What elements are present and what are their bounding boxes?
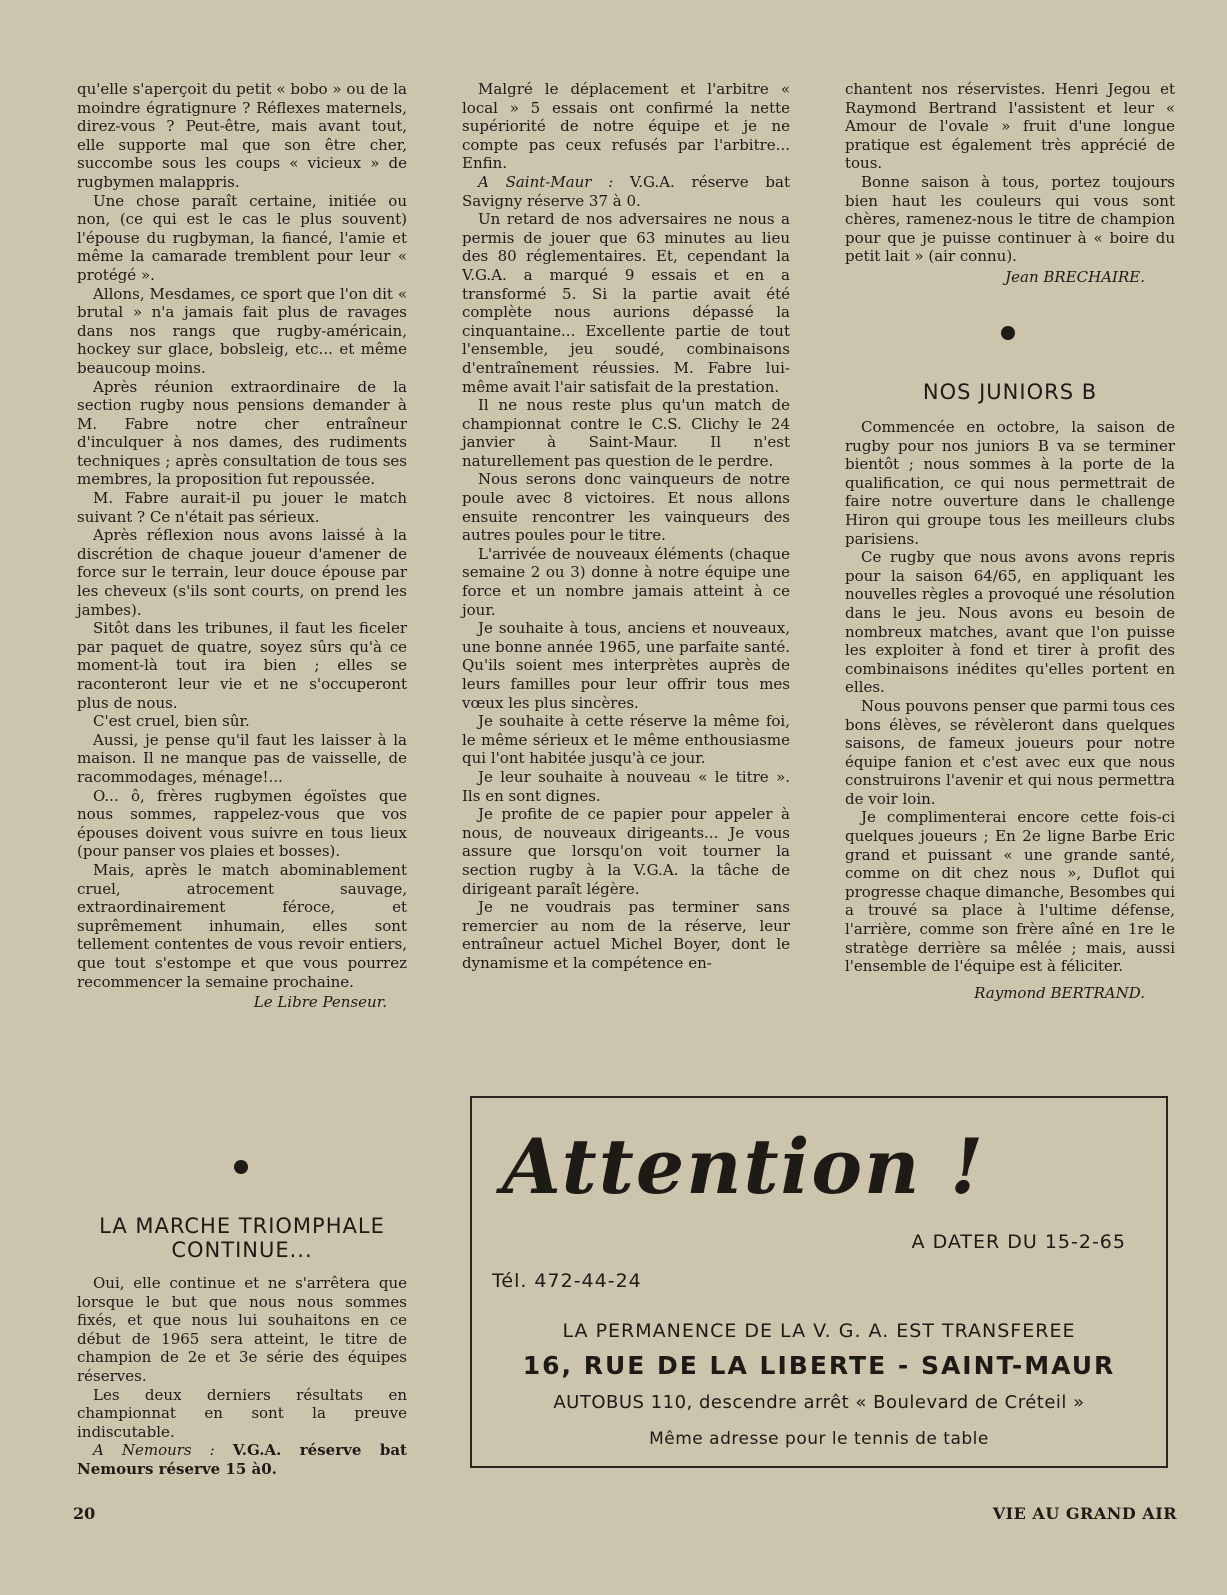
column-2: [462, 80, 790, 973]
paragraph: Après réflexion nous avons laissé à la discrétion de chaque joueur d'amener de force sur le terrain, leur douce épouse par les cheveux (s'ils sont courts, on prend les jambes).: [77, 526, 407, 619]
paragraph: Mais, après le match abominablement cruel, atrocement sauvage, extraordinairement féroce, et suprêmement inhumain, elles sont tellement contentes de vous revoir entiers, que tout s'estompe et que vous pourrez recommencer la semaine prochaine.: [77, 860, 407, 991]
paragraph: Je leur souhaite à nouveau « le titre ». Ils en sont dignes.: [462, 767, 790, 805]
paragraph: Bonne saison à tous, portez toujours bien haut les couleurs qui vous sont chères, ramenez-nous le titre de champion pour que je puisse continuer à « boire du petit lait » (air connu).: [845, 172, 1175, 266]
notice-line-transfer: LA PERMANENCE DE LA V. G. A. EST TRANSFEREE: [562, 1320, 1076, 1342]
paragraph: Un retard de nos adversaires ne nous a permis de jouer que 63 minutes au lieu des 80 réglementaires. Et, cependant la V.G.A. a marqué 9 essais et en a transformé 5. Si la partie avait été complète nous aurions dépassé la cinquantaine... Excellente partie de tout l'ensemble, jeu soudé, combinaisons d'entraînement réussies. M. Fabre lui-même avait l'air satisfait de la prestation.: [462, 210, 790, 396]
paragraph: chantent nos réservistes. Henri Jegou et Raymond Bertrand l'assistent et leur « Amour de l'ovale » fruit d'une longue pratique est également très apprécié de tous.: [845, 80, 1175, 173]
paragraph: Nous pouvons penser que parmi tous ces bons élèves, se révèleront dans quelques saisons, de fameux joueurs pour notre équipe fanion et c'est avec eux que nous construirons l'avenir et qui nous permettra de voir loin.: [845, 696, 1175, 808]
notice-line-bus: AUTOBUS 110, descendre arrêt « Boulevard de Créteil »: [553, 1392, 1085, 1413]
paragraph: Je ne voudrais pas terminer sans remercier au nom de la réserve, leur entraîneur actuel Michel Boyer, dont le dynamisme et la compétence en-: [462, 898, 790, 972]
column-1-section-2: [77, 1274, 407, 1479]
result-score: V.G.A. réserve bat Savigny réserve 37 à 0.: [462, 172, 790, 210]
notice-line-address: 16, RUE DE LA LIBERTE - SAINT-MAUR: [522, 1351, 1116, 1380]
paragraph: M. Fabre aurait-il pu jouer le match suivant ? Ce n'était pas sérieux.: [77, 489, 407, 526]
paragraph: Une chose paraît certaine, initiée ou non, (ce qui est le cas le plus souvent) l'épouse du rugbyman, la fiancé, l'amie et même la camarade tremblent pour leur « protégé ».: [77, 191, 407, 284]
paragraph: Je profite de ce papier pour appeler à nous, de nouveaux dirigeants... Je vous assure que lorsqu'on voit tourner la section rugby à la V.G.A. la tâche de dirigeant paraît légère.: [462, 805, 790, 898]
notice-phone: Tél. 472-44-24: [492, 1270, 642, 1292]
paragraph: Malgré le déplacement et l'arbitre « local » 5 essais ont confirmé la nette supériorité de notre équipe et je ne compte pas ceux refusés par l'arbitre... Enfin.: [462, 80, 790, 173]
page-number: 20: [73, 1504, 96, 1523]
heading-line: CONTINUE...: [171, 1238, 313, 1262]
paragraph: Allons, Mesdames, ce sport que l'on dit « brutal » n'a jamais fait plus de ravages dans nos rangs que rugby-américain, hockey sur glace, bobsleig, etc... et même beaucoup moins.: [77, 284, 407, 377]
paragraph: Les deux derniers résultats en championnat en sont la preuve indiscutable.: [77, 1385, 407, 1441]
heading-marche-triomphale: [72, 1214, 412, 1262]
paragraph: Aussi, je pense qu'il faut les laisser à la maison. Il ne manque pas de vaisselle, de racommodages, ménage!...: [77, 730, 407, 786]
paragraph: Je souhaite à cette réserve la même foi, le même sérieux et le même enthousiasme qui l'ont habitée jusqu'à ce jour.: [462, 712, 790, 768]
paragraph: Il ne nous reste plus qu'un match de championnat contre le C.S. Clichy le 24 janvier à Saint-Maur. Il n'est naturellement pas question de le perdre.: [462, 396, 790, 470]
paragraph: Je complimenterai encore cette fois-ci quelques joueurs ; En 2e ligne Barbe Eric grand et puissant « une grande santé, comme on dit chez nous », Duflot qui progresse chaque dimanche, Besombes qui a trouvé sa place à l'ultime défense, l'arrière, comme son frère aîné en 1re le stratège derrière sa mêlée ; mais, aussi l'ensemble de l'équipe est à féliciter.: [845, 808, 1175, 976]
paragraph: Ce rugby que nous avons avons repris pour la saison 64/65, en appliquant les nouvelles règles a provoqué une résolution dans le jeu. Nous avons eu besoin de nombreux matches, avant que l'on puisse les exploiter à fond et tirer à profit des combinaisons inédites qu'elles portent en elles.: [845, 548, 1175, 697]
result-saint-maur: [462, 173, 790, 210]
result-place: A Nemours :: [93, 1441, 215, 1460]
heading-juniors-b: NOS JUNIORS B: [922, 380, 1098, 404]
column-3-section-2: [845, 418, 1175, 1002]
paragraph: qu'elle s'aperçoit du petit « bobo » ou de la moindre égratignure ? Réflexes maternels, direz-vous ? Peut-être, mais avant tout, elle supporte mal que son être cher, succombe sous les coups « vicieux » de rugbymen malappris.: [77, 80, 407, 191]
section-bullet: [1001, 326, 1015, 340]
paragraph: Commencée en octobre, la saison de rugby pour nos juniors B va se terminer bientôt ; nous sommes à la porte de la qualification, ce qui nous permettrait de faire notre ouverture dans le challenge Hiron qui groupe tous les meilleurs clubs parisiens.: [845, 418, 1175, 548]
attention-notice-box: [470, 1096, 1168, 1468]
section-bullet: [234, 1160, 248, 1174]
result-nemours: [77, 1441, 407, 1478]
paragraph: Oui, elle continue et ne s'arrêtera que lorsque le but que nous nous sommes fixés, et que nous lui souhaitons en ce début de 1965 sera atteint, le titre de champion de 2e et 3e série des équipes réserves.: [77, 1274, 407, 1385]
paragraph: Sitôt dans les tribunes, il faut les ficeler par paquet de quatre, soyez sûrs qu'à ce moment-là tout ira bien ; elles se raconteront leur vie et ne s'occuperont plus de nous.: [77, 619, 407, 712]
paragraph: Nous serons donc vainqueurs de notre poule avec 8 victoires. Et nous allons ensuite rencontrer les vainqueurs des autres poules pour le titre.: [462, 470, 790, 545]
paragraph: Je souhaite à tous, anciens et nouveaux, une bonne année 1965, une parfaite santé. Qu'ils soient mes interprètes auprès de leurs familles pour leur offrir tous mes vœux les plus sincères.: [462, 619, 790, 712]
column-1: [77, 80, 407, 1012]
notice-title: Attention !: [502, 1122, 986, 1211]
result-score: V.G.A. réserve bat Nemours réserve 15 à0.: [77, 1441, 407, 1478]
paragraph: Après réunion extraordinaire de la section rugby nous pensions demander à M. Fabre notre cher entraîneur d'inculquer à nos dames, des rudiments techniques ; après consultation de tous ses membres, la proposition fut repoussée.: [77, 377, 407, 489]
result-place: A Saint-Maur :: [478, 172, 614, 191]
paragraph: O... ô, frères rugbymen égoïstes que nous sommes, rappelez-vous que vos épouses doivent vous suivre en tous lieux (pour panser vos plaies et bosses).: [77, 786, 407, 861]
notice-line-tennis: Même adresse pour le tennis de table: [649, 1429, 989, 1449]
signature-brechaire: Jean BRECHAIRE.: [1005, 267, 1145, 286]
signature-bertrand: Raymond BERTRAND.: [974, 983, 1145, 1002]
signature-libre-penseur: Le Libre Penseur.: [253, 993, 387, 1012]
paragraph: C'est cruel, bien sûr.: [93, 712, 250, 731]
paragraph: L'arrivée de nouveaux éléments (chaque semaine 2 ou 3) donne à notre équipe une force et un nombre jamais atteint à ce jour.: [462, 544, 790, 619]
notice-date: A DATER DU 15-2-65: [911, 1231, 1126, 1253]
heading-line: LA MARCHE TRIOMPHALE: [99, 1214, 385, 1238]
column-3: [845, 80, 1175, 287]
magazine-name: VIE AU GRAND AIR: [992, 1504, 1177, 1523]
